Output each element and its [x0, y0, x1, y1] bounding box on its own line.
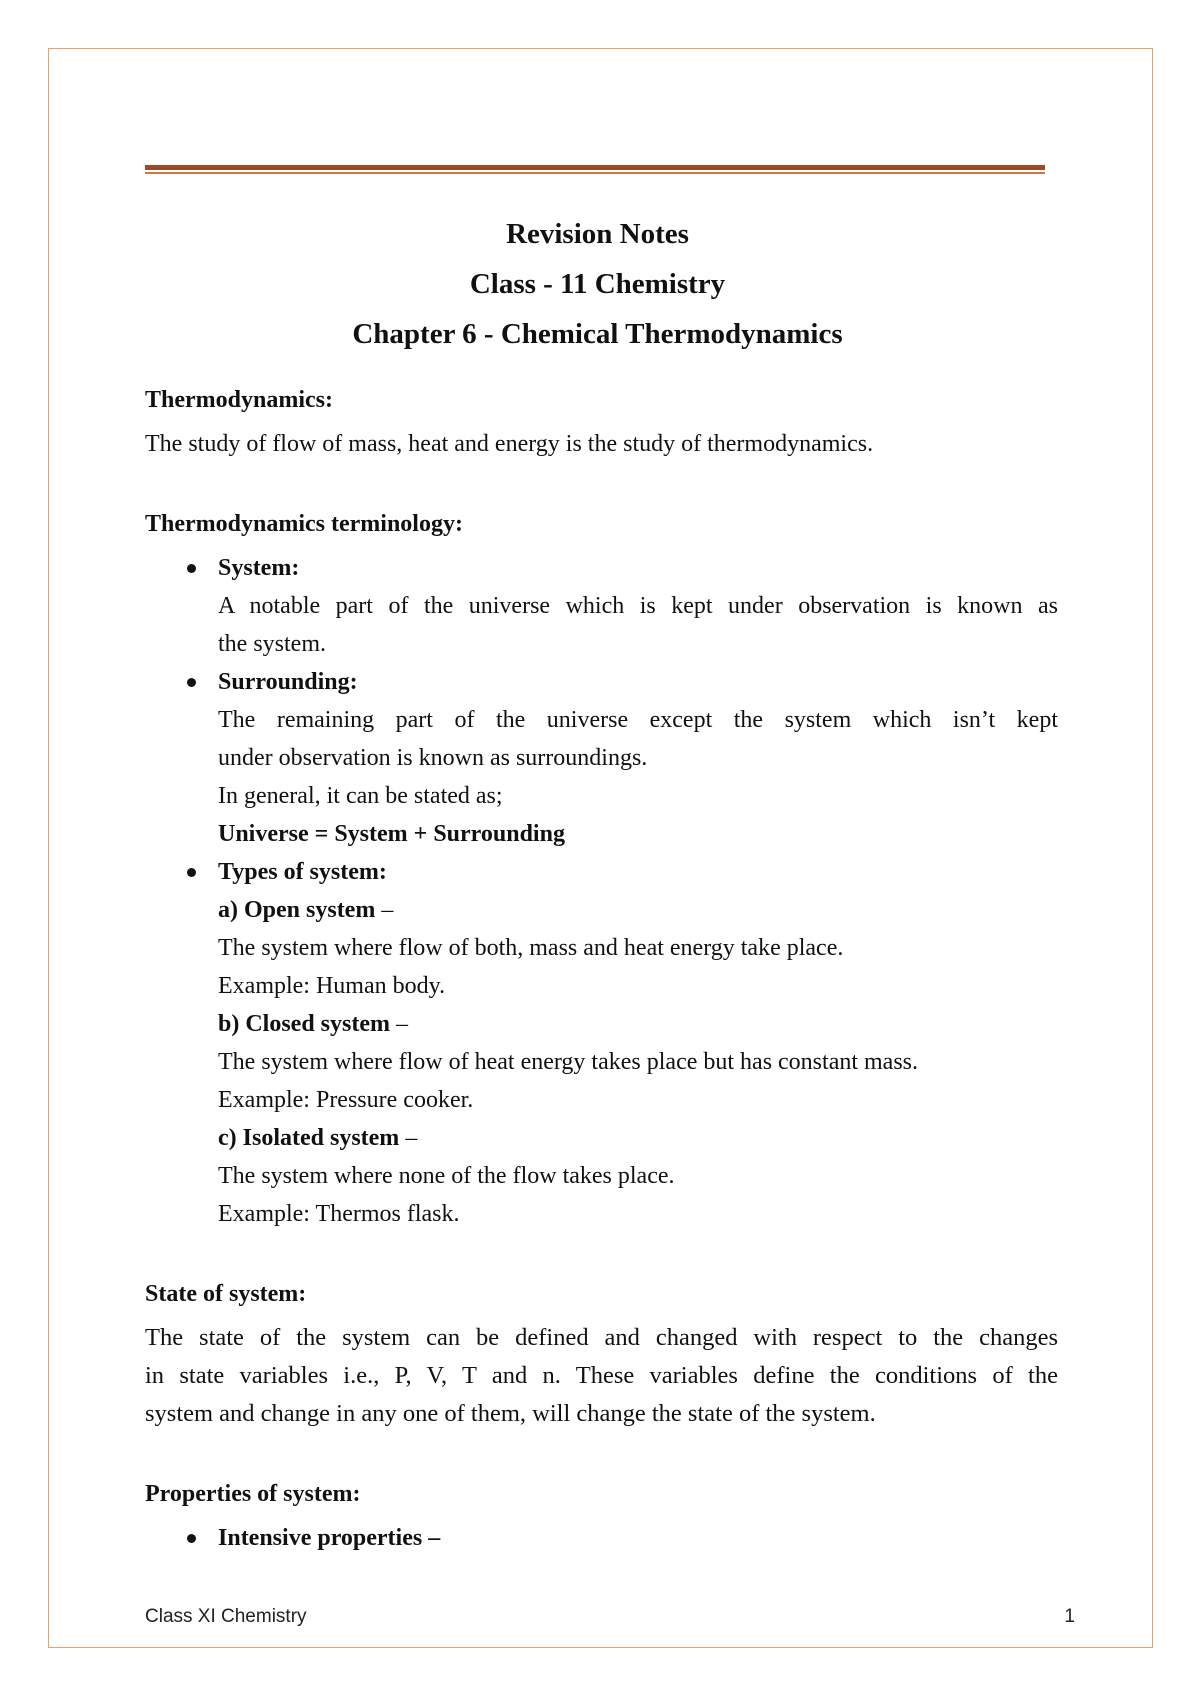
dash: – — [399, 1125, 418, 1151]
term-text: the system. — [218, 631, 326, 657]
bullet-dot — [187, 1534, 196, 1543]
open-system-desc: The system where flow of both, mass and heat energy take place. — [218, 935, 844, 961]
header-rule-thin — [145, 172, 1045, 174]
chapter-title: Chapter 6 - Chemical Thermodynamics — [352, 318, 843, 350]
universe-formula: Universe = System + Surrounding — [218, 821, 565, 847]
page-footer — [145, 1606, 1075, 1628]
bullet-dot — [187, 564, 196, 573]
section-heading-state: State of system: — [145, 1281, 307, 1307]
term-text: under observation is known as surroundings. — [218, 745, 648, 771]
document-body — [145, 381, 1058, 1557]
closed-system-example: Example: Pressure cooker. — [218, 1087, 474, 1113]
closed-system-desc: The system where flow of heat energy takes place but has constant mass. — [218, 1049, 919, 1075]
isolated-system-example: Example: Thermos flask. — [218, 1201, 460, 1227]
doc-subtitle: Class - 11 Chemistry — [469, 268, 726, 300]
list-item-types-of-system — [145, 853, 1058, 1233]
state-text-line: in state variables i.e., P, V, T and n. These variables define the conditions of the — [145, 1362, 1058, 1389]
term-label: Types of system: — [218, 859, 387, 885]
term-text: In general, it can be stated as; — [218, 783, 503, 809]
thermodynamics-definition: The study of flow of mass, heat and energy is the study of thermodynamics. — [145, 431, 874, 457]
intensive-label — [218, 1519, 1058, 1557]
bullet-dot — [187, 678, 196, 687]
closed-system-title: b) Closed system — [218, 1011, 390, 1037]
isolated-system-label — [218, 1119, 1058, 1157]
dash: – — [422, 1525, 441, 1551]
page-number: 1 — [1064, 1606, 1075, 1627]
list-item-surrounding — [145, 663, 1058, 853]
isolated-system-title: c) Isolated system — [218, 1125, 400, 1151]
header-rule — [145, 165, 1045, 170]
closed-system-label — [218, 1005, 1058, 1043]
isolated-system-desc: The system where none of the flow takes place. — [218, 1163, 675, 1189]
open-system-title: a) Open system — [218, 897, 376, 923]
open-system-example: Example: Human body. — [218, 973, 446, 999]
term-label: System: — [218, 555, 300, 581]
term-text: A notable part of the universe which is kept under observation is known as — [218, 593, 1058, 619]
bullet-dot — [187, 868, 196, 877]
dash: – — [390, 1011, 408, 1037]
state-text-line: system and change in any one of them, will change the state of the system. — [145, 1400, 876, 1427]
list-item-system — [145, 549, 1058, 663]
title-block — [145, 214, 1050, 364]
section-heading-properties: Properties of system: — [145, 1481, 361, 1507]
dash: – — [375, 897, 394, 923]
intensive-title: Intensive properties — [218, 1525, 423, 1551]
doc-title: Revision Notes — [506, 218, 689, 250]
section-heading-thermodynamics: Thermodynamics: — [145, 387, 333, 413]
footer-label: Class XI Chemistry — [145, 1606, 307, 1627]
section-heading-terminology: Thermodynamics terminology: — [145, 511, 463, 537]
open-system-label — [218, 891, 1058, 929]
state-text-line: The state of the system can be defined and changed with respect to the changes — [145, 1324, 1058, 1351]
term-text: The remaining part of the universe except the system which isn’t kept — [218, 707, 1058, 733]
term-label: Surrounding: — [218, 669, 358, 695]
list-item-intensive — [145, 1519, 1058, 1557]
